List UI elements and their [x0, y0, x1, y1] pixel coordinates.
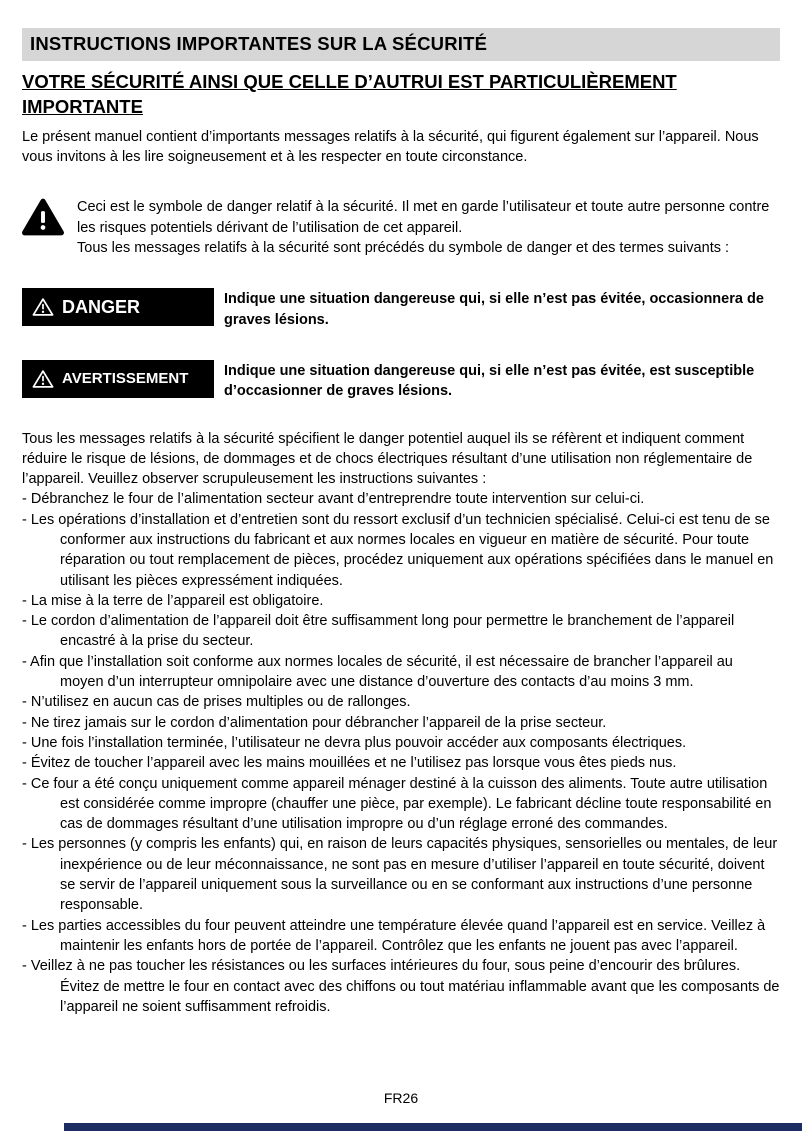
- section-title: INSTRUCTIONS IMPORTANTES SUR LA SÉCURITÉ: [30, 33, 488, 54]
- safety-instructions-list: [22, 489, 780, 1017]
- list-item: - La mise à la terre de l’appareil est obligatoire.: [22, 592, 324, 609]
- danger-symbol-note-text: [77, 197, 780, 258]
- list-item: - Veillez à ne pas toucher les résistances ou les surfaces intérieures du four, sous peine d’encourir des brûlures. Évitez de mettre le four en contact avec des chiffons ou tout matériau inflammable avant que les composants de l’appareil ne soient suffisamment refroidis.: [22, 958, 780, 1015]
- danger-label: DANGER: [62, 296, 141, 317]
- list-item: - Ce four a été conçu uniquement comme appareil ménager destiné à la cuisson des aliments. Toute autre utilisation est considérée comme impropre (chauffer une pièce, par exemple). Le fabricant décline toute responsabilité en cas de dommages résultant d’une utilisation impropre ou d’un réglage erroné des commandes.: [22, 775, 772, 833]
- warning-triangle-outline-icon: [32, 297, 54, 317]
- warning-label: AVERTISSEMENT: [62, 370, 189, 388]
- list-item: - Les parties accessibles du four peuvent atteindre une température élevée quand l’appareil est en service. Veillez à maintenir les enfants hors de portée de l’appareil. Contrôlez que les enfants ne jouent pas avec l’appareil.: [22, 917, 766, 954]
- danger-signal-row: [22, 288, 780, 330]
- page-number: FR26: [383, 1090, 419, 1107]
- list-item: - Les opérations d’installation et d’entretien sont du ressort exclusif d’un technicien spécialisé. Celui-ci est tenu de se conformer aux instructions du fabricant et aux normes locales en vigueur en matière de sécurité. Pour toute réparation ou tout remplacement de pièces, procédez uniquement aux opérations spécifiées dans le manuel en utilisant les pièces expressément indiquées.: [22, 511, 774, 589]
- warning-signal-row: [22, 360, 780, 402]
- list-item: - N’utilisez en aucun cas de prises multiples ou de rallonges.: [22, 694, 411, 711]
- danger-signal-box: [22, 288, 214, 326]
- page-heading: VOTRE SÉCURITÉ AINSI QUE CELLE D’AUTRUI EST PARTICULIÈREMENT IMPORTANTE: [22, 70, 677, 117]
- danger-description: Indique une situation dangereuse qui, si elle n’est pas évitée, occasionnera de graves lésions.: [224, 291, 764, 328]
- intro-paragraph: Le présent manuel contient d’importants messages relatifs à la sécurité, qui figurent également sur l’appareil. Nous vous invitons à les lire soigneusement et à les respecter en toute circonstance.: [22, 128, 759, 166]
- warning-triangle-outline-icon: [32, 369, 54, 389]
- body-intro-paragraph: Tous les messages relatifs à la sécurité spécifient le danger potentiel auquel ils se réfèrent et indiquent comment réduire le risque de lésions, de dommages et de chocs électriques résultant d’une utilisation non réglementaire de l’appareil. Veuillez observer scrupuleusement les instructions suivantes :: [22, 430, 753, 488]
- section-header-bar: [22, 28, 780, 61]
- list-item: - Le cordon d’alimentation de l’appareil doit être suffisamment long pour permettre le branchement de l’appareil encastré à la prise du secteur.: [22, 613, 735, 650]
- danger-symbol-note: [22, 197, 780, 258]
- list-item: - Afin que l’installation soit conforme aux normes locales de sécurité, il est nécessaire de brancher l’appareil au moyen d’un interrupteur omnipolaire avec une distance d’ouverture des contacts d’au moins 3 mm.: [22, 653, 733, 691]
- warning-triangle-filled-icon: [22, 197, 64, 258]
- list-item: - Ne tirez jamais sur le cordon d’alimentation pour débrancher l’appareil de la prise secteur.: [22, 714, 607, 731]
- list-item: - Évitez de toucher l’appareil avec les mains mouillées et ne l’utilisez pas lorsque vous êtes pieds nus.: [22, 755, 677, 772]
- list-item: - Une fois l’installation terminée, l’utilisateur ne devra plus pouvoir accéder aux composants électriques.: [22, 734, 687, 751]
- list-item: - Débranchez le four de l’alimentation secteur avant d’entreprendre toute intervention sur celui-ci.: [22, 491, 645, 508]
- warning-signal-box: [22, 360, 214, 398]
- list-item: - Les personnes (y compris les enfants) qui, en raison de leurs capacités physiques, sensorielles ou mentales, de leur inexpérience ou de leur méconnaissance, ne sont pas en mesure d’utiliser l’appareil en toute sécurité, doivent se servir de l’appareil uniquement sous la surveillance ou en se conformant aux instructions d’une personne responsable.: [22, 836, 778, 914]
- warning-description: Indique une situation dangereuse qui, si elle n’est pas évitée, est susceptible d’occasionner de graves lésions.: [224, 362, 755, 400]
- danger-symbol-note-para2: Tous les messages relatifs à la sécurité sont précédés du symbole de danger et des termes suivants :: [77, 240, 730, 257]
- footer-accent-bar: [64, 1123, 802, 1131]
- danger-symbol-note-para1: Ceci est le symbole de danger relatif à la sécurité. Il met en garde l’utilisateur et toute autre personne contre les risques potentiels dérivant de l’utilisation de cet appareil.: [77, 199, 770, 236]
